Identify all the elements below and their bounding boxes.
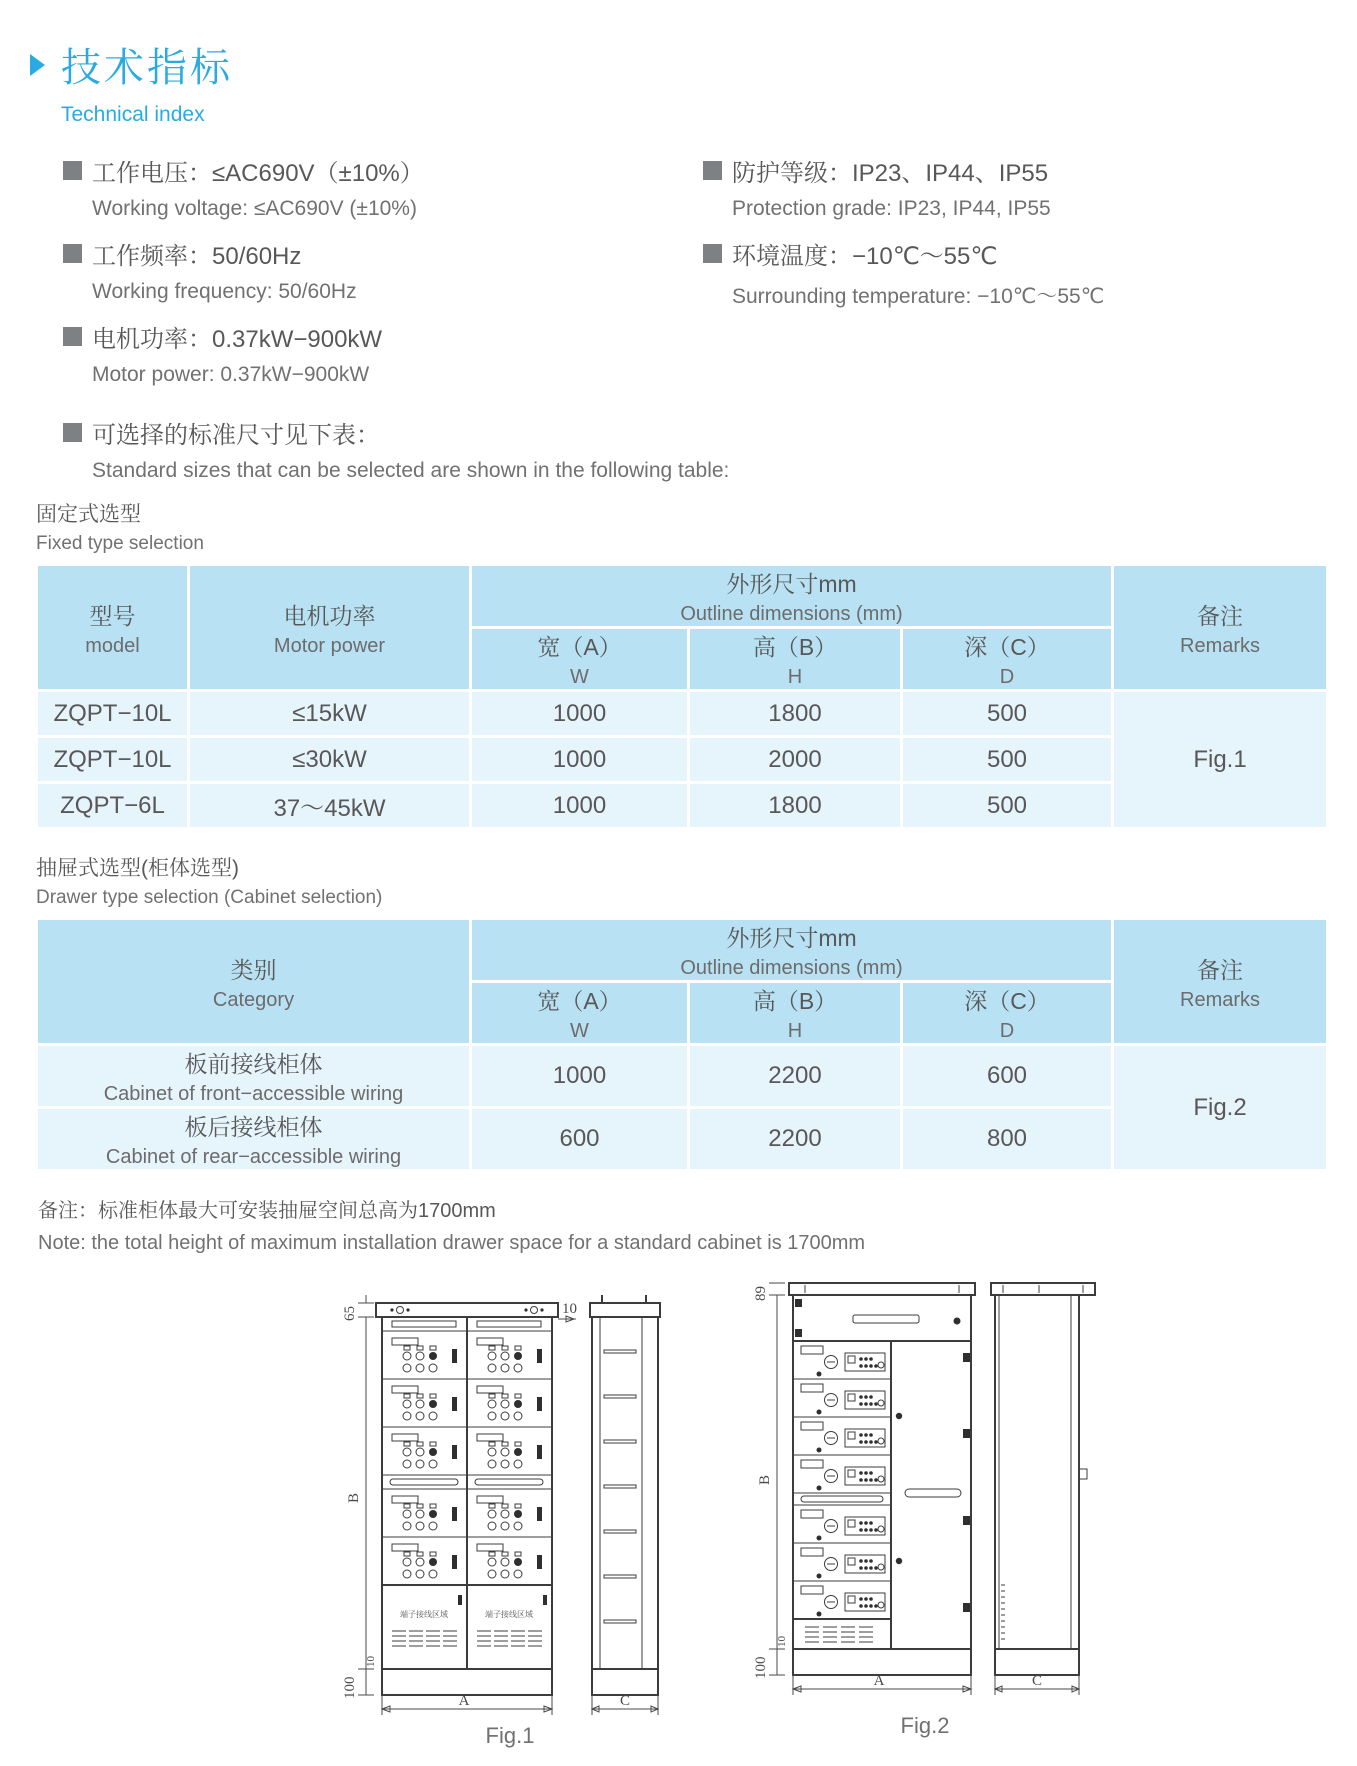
header-zh: 高（B） [752, 634, 838, 660]
header-en: H [787, 666, 803, 688]
cell-width: 600 [471, 1108, 689, 1171]
cell-height: 2200 [689, 1108, 902, 1171]
fig1-drawing [340, 1275, 680, 1725]
spec-en-text: Standard sizes that can be selected are shown in the following table: [92, 459, 730, 482]
spec-en-text: Working frequency: 50/60Hz [92, 280, 357, 303]
fig2-side-view [991, 1283, 1095, 1675]
fig1-side-view [590, 1295, 660, 1695]
cell-model: ZQPT−10L [37, 691, 189, 737]
cell-height: 2200 [689, 1045, 902, 1108]
fig1-caption: Fig.1 [485, 1723, 535, 1748]
cell-width: 1000 [471, 783, 689, 829]
dim-label-100: 100 [753, 1656, 769, 1679]
spec-en-text: Motor power: 0.37kW−900kW [92, 363, 370, 386]
col-header-height [689, 628, 902, 691]
fixed-type-table [35, 563, 1329, 830]
spec-en-text: Protection grade: IP23, IP44, IP55 [732, 197, 1051, 220]
header-zh: 外形尺寸mm [726, 571, 857, 597]
dim-label-89: 89 [753, 1286, 769, 1301]
spec-zh-text: 环境温度：−10℃～55℃ [732, 243, 998, 270]
cell-category-zh: 板后接线柜体 [184, 1114, 323, 1140]
cell-power: ≤30kW [189, 737, 471, 783]
header-en: W [570, 1020, 589, 1042]
section-title-en: Fixed type selection [36, 533, 204, 554]
section-title-zh: 抽屉式选型(柜体选型) [36, 857, 239, 880]
spec-zh-text: 防护等级：IP23、IP44、IP55 [732, 160, 1049, 187]
bullet-square-icon [63, 244, 82, 263]
cell-category [37, 1108, 471, 1171]
header-zh: 深（C） [964, 988, 1050, 1014]
bullet-square-icon [63, 423, 82, 442]
spec-item-protection-grade [703, 153, 1104, 221]
bullet-square-icon [63, 327, 82, 346]
cell-width: 1000 [471, 1045, 689, 1108]
col-header-width [471, 628, 689, 691]
header-zh: 宽（A） [537, 988, 622, 1014]
cell-model: ZQPT−10L [37, 737, 189, 783]
cell-category-en: Cabinet of rear−accessible wiring [105, 1146, 402, 1168]
dim-label-B: B [757, 1474, 773, 1485]
note-block [38, 1194, 1357, 1255]
header-zh: 电机功率 [283, 602, 376, 629]
cell-depth: 500 [902, 691, 1113, 737]
spec-en-text: Working voltage: ≤AC690V (±10%) [92, 197, 417, 220]
col-header-model [37, 565, 189, 691]
header-en: Remarks [1180, 988, 1261, 1011]
fig1-front-view [376, 1303, 558, 1695]
cell-depth: 500 [902, 737, 1113, 783]
spec-item-standard-sizes [63, 415, 1357, 483]
header-en: W [570, 666, 589, 688]
col-header-width [471, 982, 689, 1045]
header-zh: 深（C） [964, 634, 1050, 660]
cell-model: ZQPT−6L [37, 783, 189, 829]
drawer-type-table [35, 917, 1329, 1172]
col-header-height [689, 982, 902, 1045]
dim-label-A: A [458, 1693, 470, 1709]
fig2-caption: Fig.2 [900, 1713, 950, 1738]
table-row [37, 1045, 1328, 1108]
dim-label-10-top: 10 [562, 1301, 577, 1317]
section-title-en: Drawer type selection (Cabinet selection) [36, 887, 383, 908]
dim-label-100: 100 [342, 1676, 358, 1699]
header-en: H [787, 1020, 803, 1042]
dim-label-A: A [873, 1673, 885, 1689]
spec-en-text: Surrounding temperature: −10℃～55℃ [732, 285, 1105, 308]
header-en: model [85, 634, 140, 657]
note-zh: 备注：标准柜体最大可安装抽屉空间总高为1700mm [38, 1200, 496, 1222]
cell-category [37, 1045, 471, 1108]
cell-category-en: Cabinet of front−accessible wiring [103, 1083, 404, 1105]
cell-power: 37～45kW [189, 783, 471, 829]
fig2-front-view [789, 1283, 975, 1675]
header-zh: 类别 [230, 956, 277, 983]
bullet-square-icon [703, 244, 722, 263]
header-zh: 备注 [1197, 956, 1244, 983]
spec-zh-text: 工作频率：50/60Hz [92, 243, 302, 270]
cell-width: 1000 [471, 691, 689, 737]
header-zh: 型号 [89, 602, 136, 629]
section-fixed-type [36, 498, 1357, 555]
arrow-right-icon [30, 54, 45, 76]
dim-label-10: 10 [776, 1636, 788, 1647]
header-en: Outline dimensions (mm) [680, 957, 903, 979]
note-en: Note: the total height of maximum installation drawer space for a standard cabinet is 1700mm [38, 1232, 866, 1254]
col-header-outline-dimensions [471, 919, 1113, 982]
cell-remarks: Fig.1 [1113, 691, 1328, 829]
header-en: D [999, 666, 1015, 688]
col-header-remarks [1113, 565, 1328, 691]
cell-depth: 800 [902, 1108, 1113, 1171]
fig2-drawing [745, 1261, 1105, 1711]
col-header-category [37, 919, 471, 1045]
cell-height: 1800 [689, 691, 902, 737]
col-header-motor-power [189, 565, 471, 691]
header-zh: 宽（A） [537, 634, 622, 660]
header-zh: 备注 [1197, 602, 1244, 629]
header-en: D [999, 1020, 1015, 1042]
dim-label-10: 10 [365, 1656, 377, 1667]
header-en: Remarks [1180, 634, 1261, 657]
cell-power: ≤15kW [189, 691, 471, 737]
spec-list [63, 153, 1357, 483]
terminal-area-label: 端子接线区域 [400, 1610, 448, 1619]
dim-label-C: C [619, 1693, 631, 1709]
cell-height: 1800 [689, 783, 902, 829]
section-drawer-type [36, 852, 1357, 909]
figures-area [0, 1261, 1357, 1766]
dim-label-65: 65 [342, 1306, 358, 1321]
spec-zh-text: 可选择的标准尺寸见下表： [92, 422, 380, 449]
header-en: Motor power [273, 634, 386, 657]
section-title-zh: 固定式选型 [36, 503, 141, 526]
bullet-square-icon [703, 161, 722, 180]
spec-zh-text: 工作电压：≤AC690V（±10%） [92, 160, 424, 187]
bullet-square-icon [63, 161, 82, 180]
col-header-depth [902, 628, 1113, 691]
cell-remarks: Fig.2 [1113, 1045, 1328, 1171]
header-en: Outline dimensions (mm) [680, 603, 903, 625]
cell-depth: 500 [902, 783, 1113, 829]
dim-label-C: C [1031, 1673, 1043, 1689]
col-header-depth [902, 982, 1113, 1045]
spec-zh-text: 电机功率：0.37kW−900kW [92, 326, 383, 353]
spec-item-temperature [703, 236, 1104, 310]
spec-column-right [703, 153, 1104, 325]
cell-height: 2000 [689, 737, 902, 783]
cell-depth: 600 [902, 1045, 1113, 1108]
cell-width: 1000 [471, 737, 689, 783]
terminal-area-label: 端子接线区域 [485, 1610, 533, 1619]
header-en: Category [212, 988, 295, 1011]
cell-category-zh: 板前接线柜体 [184, 1051, 323, 1077]
dim-label-B: B [346, 1492, 362, 1503]
table-row [37, 691, 1328, 737]
col-header-remarks [1113, 919, 1328, 1045]
page-title: 技术指标 [61, 46, 233, 90]
page-header [0, 0, 1357, 127]
spec-item-motor-power [63, 319, 1357, 387]
header-zh: 高（B） [752, 988, 838, 1014]
col-header-outline-dimensions [471, 565, 1113, 628]
header-zh: 外形尺寸mm [726, 925, 857, 951]
page-subtitle: Technical index [61, 103, 205, 126]
